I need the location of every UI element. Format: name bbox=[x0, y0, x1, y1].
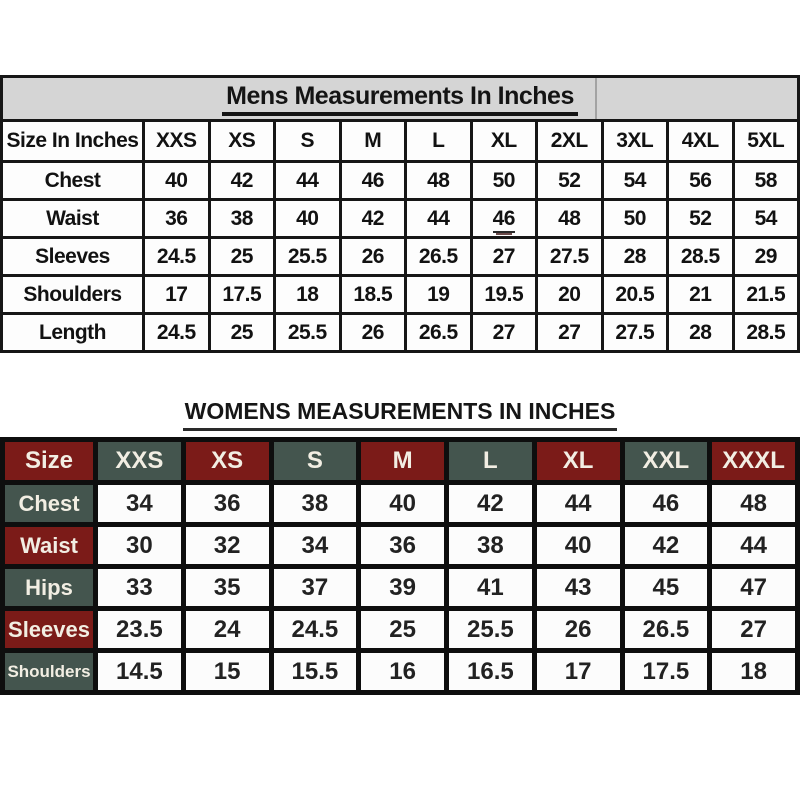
womens-row-waist bbox=[3, 525, 798, 567]
mens-row-sleeves bbox=[2, 238, 799, 276]
womens-value-cell: 38 bbox=[447, 525, 535, 567]
womens-value-cell: 47 bbox=[710, 567, 798, 609]
mens-value-cell: 26.5 bbox=[406, 238, 472, 276]
womens-value-cell: 43 bbox=[534, 567, 622, 609]
mens-value-cell bbox=[471, 200, 537, 238]
womens-row-shoulders bbox=[3, 651, 798, 693]
womens-value-cell: 14.5 bbox=[96, 651, 184, 693]
womens-header-xxl: XXL bbox=[622, 440, 710, 483]
underlined-value: 46 bbox=[493, 207, 515, 233]
mens-value-cell: 54 bbox=[602, 162, 668, 200]
mens-value-cell: 27.5 bbox=[537, 238, 603, 276]
mens-value-cell: 52 bbox=[537, 162, 603, 200]
womens-value-cell: 35 bbox=[183, 567, 271, 609]
womens-header-xs: XS bbox=[183, 440, 271, 483]
womens-value-cell: 34 bbox=[96, 483, 184, 525]
mens-header-l: L bbox=[406, 121, 472, 162]
mens-value-cell: 44 bbox=[406, 200, 472, 238]
womens-value-cell: 39 bbox=[359, 567, 447, 609]
mens-value-cell: 26 bbox=[340, 238, 406, 276]
mens-value-cell: 28.5 bbox=[668, 238, 734, 276]
womens-value-cell: 40 bbox=[534, 525, 622, 567]
mens-value-cell: 27 bbox=[471, 314, 537, 352]
womens-row-label: Waist bbox=[3, 525, 96, 567]
womens-value-cell: 36 bbox=[183, 483, 271, 525]
mens-value-cell: 18 bbox=[275, 276, 341, 314]
womens-value-cell: 26.5 bbox=[622, 609, 710, 651]
womens-header-xxs: XXS bbox=[96, 440, 184, 483]
mens-value-cell: 20 bbox=[537, 276, 603, 314]
mens-value-cell: 26.5 bbox=[406, 314, 472, 352]
womens-value-cell: 16 bbox=[359, 651, 447, 693]
womens-value-cell: 26 bbox=[534, 609, 622, 651]
womens-table-title: WOMENS MEASUREMENTS IN INCHES bbox=[183, 398, 618, 431]
mens-header-row bbox=[2, 121, 799, 162]
womens-row-label: Sleeves bbox=[3, 609, 96, 651]
womens-value-cell: 15 bbox=[183, 651, 271, 693]
womens-value-cell: 37 bbox=[271, 567, 359, 609]
womens-value-cell: 17.5 bbox=[622, 651, 710, 693]
mens-value-cell: 58 bbox=[733, 162, 799, 200]
womens-table-body bbox=[3, 483, 798, 693]
mens-value-cell: 18.5 bbox=[340, 276, 406, 314]
mens-header-4xl: 4XL bbox=[668, 121, 734, 162]
mens-value-cell: 25 bbox=[209, 314, 275, 352]
mens-title-cell bbox=[2, 77, 799, 121]
womens-value-cell: 16.5 bbox=[447, 651, 535, 693]
womens-value-cell: 25.5 bbox=[447, 609, 535, 651]
mens-value-cell: 54 bbox=[733, 200, 799, 238]
mens-value-cell: 21.5 bbox=[733, 276, 799, 314]
mens-header-2xl: 2XL bbox=[537, 121, 603, 162]
womens-header-xxxl: XXXL bbox=[710, 440, 798, 483]
mens-value-cell: 27.5 bbox=[602, 314, 668, 352]
mens-row-shoulders bbox=[2, 276, 799, 314]
mens-value-cell: 20.5 bbox=[602, 276, 668, 314]
mens-value-cell: 26 bbox=[340, 314, 406, 352]
mens-row-length bbox=[2, 314, 799, 352]
mens-table-title: Mens Measurements In Inches bbox=[222, 82, 578, 116]
womens-value-cell: 45 bbox=[622, 567, 710, 609]
womens-value-cell: 42 bbox=[622, 525, 710, 567]
womens-row-sleeves bbox=[3, 609, 798, 651]
womens-value-cell: 23.5 bbox=[96, 609, 184, 651]
mens-value-cell: 28 bbox=[668, 314, 734, 352]
womens-value-cell: 18 bbox=[710, 651, 798, 693]
womens-row-label: Shoulders bbox=[3, 651, 96, 693]
womens-header-s: S bbox=[271, 440, 359, 483]
womens-value-cell: 44 bbox=[710, 525, 798, 567]
mens-value-cell: 19.5 bbox=[471, 276, 537, 314]
mens-header-size-label: Size In Inches bbox=[2, 121, 144, 162]
mens-value-cell: 48 bbox=[406, 162, 472, 200]
womens-value-cell: 17 bbox=[534, 651, 622, 693]
mens-value-cell: 27 bbox=[471, 238, 537, 276]
mens-header-xl: XL bbox=[471, 121, 537, 162]
mens-value-cell: 42 bbox=[209, 162, 275, 200]
mens-header-xxs: XXS bbox=[144, 121, 210, 162]
womens-header-l: L bbox=[447, 440, 535, 483]
mens-value-cell: 29 bbox=[733, 238, 799, 276]
mens-title-row bbox=[2, 77, 799, 121]
womens-title-wrap bbox=[0, 398, 800, 431]
mens-size-table bbox=[0, 75, 800, 353]
womens-row-chest bbox=[3, 483, 798, 525]
mens-value-cell: 24.5 bbox=[144, 238, 210, 276]
womens-value-cell: 42 bbox=[447, 483, 535, 525]
mens-row-label: Length bbox=[2, 314, 144, 352]
mens-header-3xl: 3XL bbox=[602, 121, 668, 162]
womens-value-cell: 36 bbox=[359, 525, 447, 567]
mens-row-label: Waist bbox=[2, 200, 144, 238]
womens-measurements-section bbox=[0, 437, 800, 695]
womens-value-cell: 33 bbox=[96, 567, 184, 609]
mens-value-cell: 24.5 bbox=[144, 314, 210, 352]
womens-value-cell: 40 bbox=[359, 483, 447, 525]
womens-value-cell: 24.5 bbox=[271, 609, 359, 651]
womens-header-m: M bbox=[359, 440, 447, 483]
mens-header-s: S bbox=[275, 121, 341, 162]
mens-value-cell: 25.5 bbox=[275, 314, 341, 352]
mens-value-cell: 46 bbox=[340, 162, 406, 200]
womens-row-label: Chest bbox=[3, 483, 96, 525]
mens-value-cell: 19 bbox=[406, 276, 472, 314]
mens-value-cell: 50 bbox=[602, 200, 668, 238]
mens-value-cell: 44 bbox=[275, 162, 341, 200]
mens-value-cell: 38 bbox=[209, 200, 275, 238]
mens-header-xs: XS bbox=[209, 121, 275, 162]
mens-value-cell: 28 bbox=[602, 238, 668, 276]
womens-value-cell: 41 bbox=[447, 567, 535, 609]
mens-header-m: M bbox=[340, 121, 406, 162]
womens-value-cell: 27 bbox=[710, 609, 798, 651]
mens-row-label: Sleeves bbox=[2, 238, 144, 276]
mens-value-cell: 40 bbox=[275, 200, 341, 238]
womens-header-xl: XL bbox=[534, 440, 622, 483]
womens-value-cell: 48 bbox=[710, 483, 798, 525]
mens-value-cell: 17 bbox=[144, 276, 210, 314]
mens-row-waist bbox=[2, 200, 799, 238]
womens-value-cell: 38 bbox=[271, 483, 359, 525]
mens-value-cell: 27 bbox=[537, 314, 603, 352]
mens-value-cell: 36 bbox=[144, 200, 210, 238]
mens-row-label: Chest bbox=[2, 162, 144, 200]
mens-value-cell: 21 bbox=[668, 276, 734, 314]
mens-table-body bbox=[2, 162, 799, 352]
mens-value-cell: 40 bbox=[144, 162, 210, 200]
mens-value-cell: 52 bbox=[668, 200, 734, 238]
mens-row-label: Shoulders bbox=[2, 276, 144, 314]
womens-row-hips bbox=[3, 567, 798, 609]
womens-header-row bbox=[3, 440, 798, 483]
womens-value-cell: 30 bbox=[96, 525, 184, 567]
mens-value-cell: 56 bbox=[668, 162, 734, 200]
mens-measurements-section bbox=[0, 75, 800, 353]
mens-header-5xl: 5XL bbox=[733, 121, 799, 162]
womens-value-cell: 44 bbox=[534, 483, 622, 525]
womens-value-cell: 32 bbox=[183, 525, 271, 567]
womens-value-cell: 15.5 bbox=[271, 651, 359, 693]
womens-size-table bbox=[0, 437, 800, 695]
womens-header-size-label: Size bbox=[3, 440, 96, 483]
womens-value-cell: 46 bbox=[622, 483, 710, 525]
mens-value-cell: 25 bbox=[209, 238, 275, 276]
mens-value-cell: 42 bbox=[340, 200, 406, 238]
womens-row-label: Hips bbox=[3, 567, 96, 609]
mens-value-cell: 25.5 bbox=[275, 238, 341, 276]
womens-value-cell: 25 bbox=[359, 609, 447, 651]
mens-row-chest bbox=[2, 162, 799, 200]
womens-value-cell: 34 bbox=[271, 525, 359, 567]
mens-value-cell: 50 bbox=[471, 162, 537, 200]
womens-value-cell: 24 bbox=[183, 609, 271, 651]
mens-value-cell: 28.5 bbox=[733, 314, 799, 352]
mens-value-cell: 48 bbox=[537, 200, 603, 238]
mens-value-cell: 17.5 bbox=[209, 276, 275, 314]
